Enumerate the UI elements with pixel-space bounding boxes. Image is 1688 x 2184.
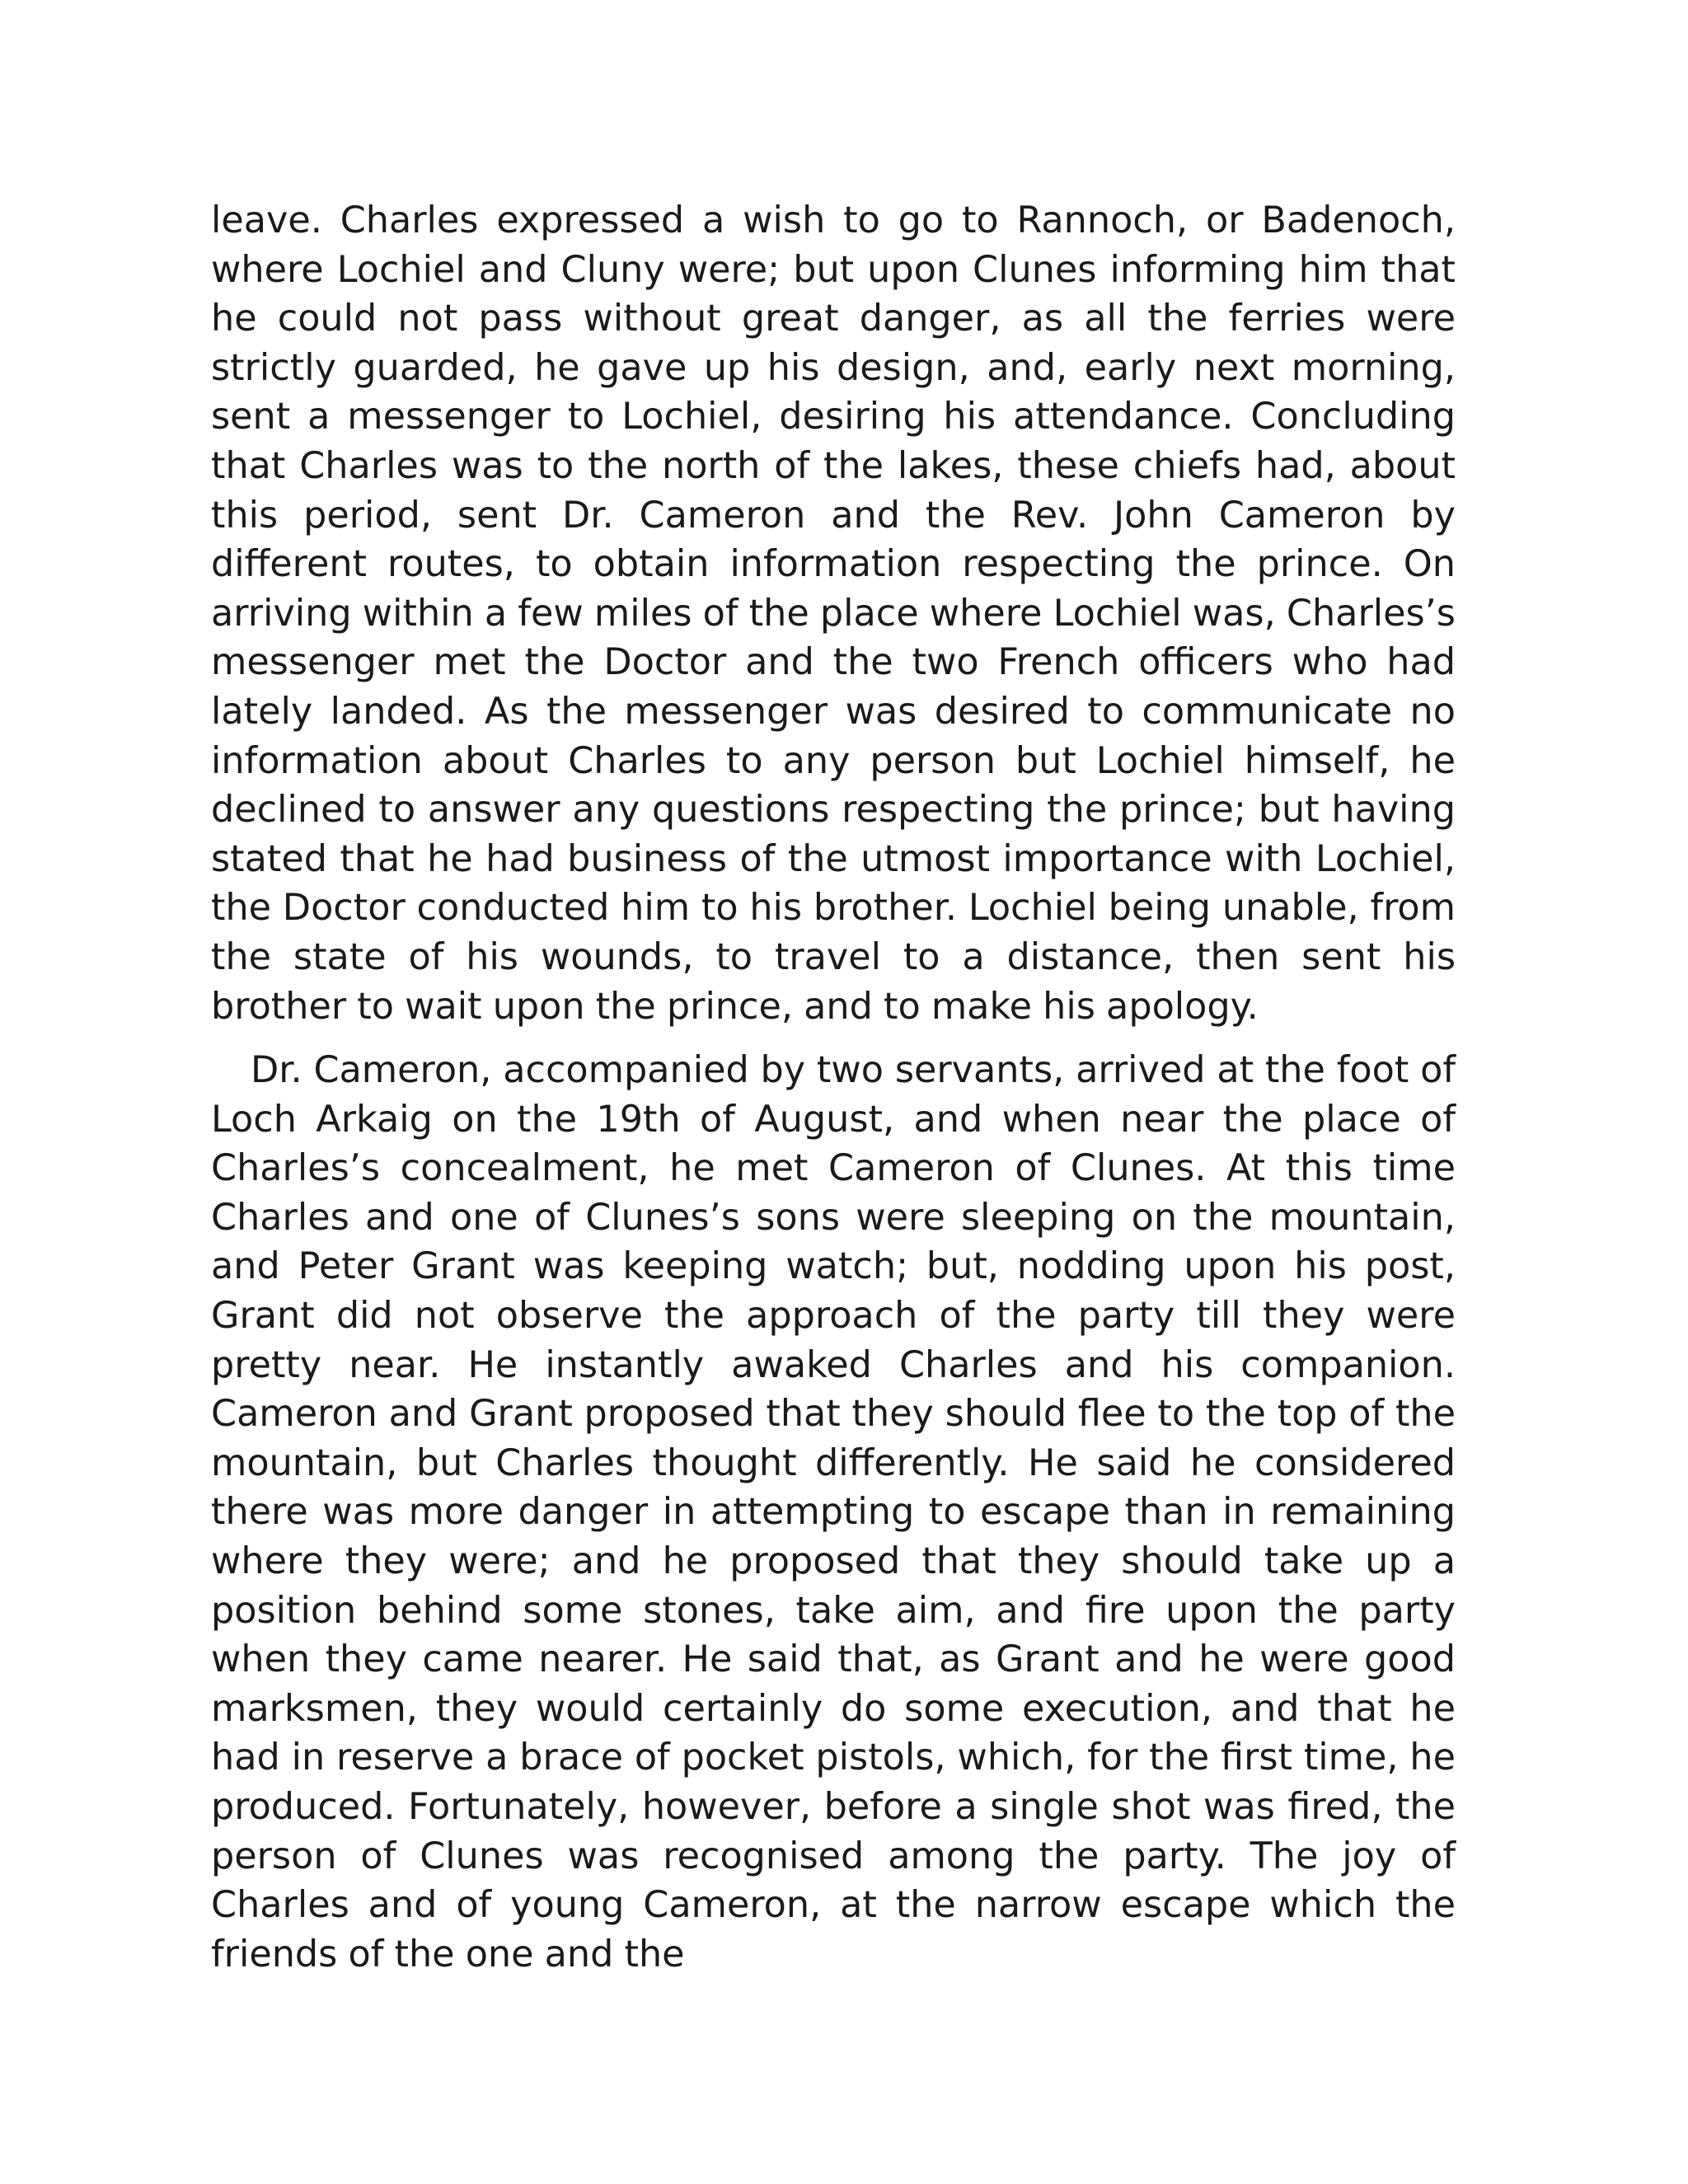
paragraph-1: leave. Charles expressed a wish to go to Rannoch, or Badenoch, where Lochiel and Cluny were; but upon Clunes informing him that he could not pass without great danger, as all the ferries were strictly guarded, he gave up his design, and, early next morning, sent a messenger to Lochiel, desiring his attendance. Concluding that Charles was to the north of the lakes, these chiefs had, about this period, sent Dr. Cameron and the Rev. John Cameron by different routes, to obtain information respecting the prince. On arriving within a few miles of the place where Lochiel was, Charles’s messenger met the Doctor and the two French officers who had lately landed. As the messenger was desired to communicate no information about Charles to any person but Lochiel himself, he declined to answer any questions respecting the prince; but having stated that he had business of the utmost importance with Lochiel, the Doctor conducted him to his brother. Lochiel being unable, from the state of his wounds, to travel to a distance, then sent his brother to wait upon the prince, and to make his apology.: [211, 199, 1456, 1028]
page-body: [211, 196, 1456, 1979]
paragraph-2: Dr. Cameron, accompanied by two servants, arrived at the foot of Loch Arkaig on the 19th of August, and when near the place of Charles’s concealment, he met Cameron of Clunes. At this time Charles and one of Clunes’s sons were sleeping on the mountain, and Peter Grant was keeping watch; but, nodding upon his post, Grant did not observe the approach of the party till they were pretty near. He instantly awaked Charles and his companion. Cameron and Grant proposed that they should flee to the top of the mountain, but Charles thought differently. He said he considered there was more danger in attempting to escape than in remaining where they were; and he proposed that they should take up a position behind some stones, take aim, and fire upon the party when they came nearer. He said that, as Grant and he were good marksmen, they would certainly do some execution, and that he had in reserve a brace of pocket pistols, which, for the first time, he produced. Fortunately, however, before a single shot was fired, the person of Clunes was recognised among the party. The joy of Charles and of young Cameron, at the narrow escape which the friends of the one and the: [211, 1049, 1456, 1975]
